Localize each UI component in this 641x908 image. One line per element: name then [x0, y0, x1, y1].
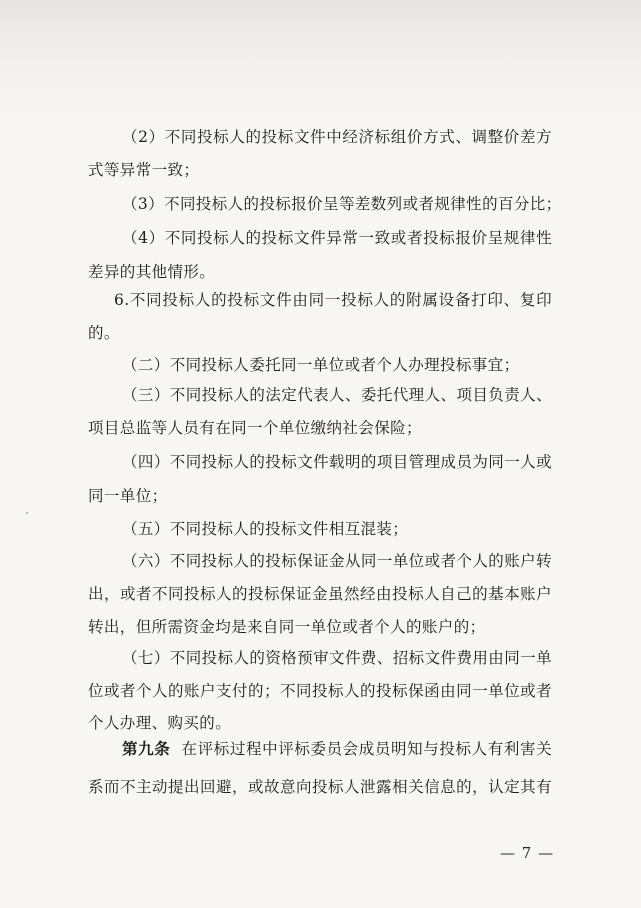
text-line-san-line1: （三）不同投标人的法定代表人、委托代理人、项目负责人、: [122, 386, 552, 404]
scan-speck: [26, 512, 28, 514]
text-line-p4-line2: 差异的其他情形。: [88, 263, 216, 281]
text-line-er-line1: （二）不同投标人委托同一单位或者个人办理投标事宜；: [122, 356, 520, 374]
article-9-line-2: 系而不主动提出回避，或故意向投标人泄露相关信息的，认定其有: [88, 778, 552, 796]
article-9-heading: 第九条: [122, 739, 171, 758]
text-line-si-line1: （四）不同投标人的投标文件载明的项目管理成员为同一人或: [122, 453, 552, 471]
text-line-qi-line3: 个人办理、购买的。: [88, 714, 232, 732]
page-number: — 7 —: [500, 844, 555, 862]
text-line-p2-line1: （2）不同投标人的投标文件中经济标组价方式、调整价差方: [122, 128, 552, 146]
text-line-p3-line1: （3）不同投标人的投标报价呈等差数列或者规律性的百分比；: [122, 195, 562, 213]
text-line-qi-line2: 位或者个人的账户支付的；不同投标人的投标保函由同一单位或者: [88, 682, 552, 700]
text-line-liu-line3: 转出，但所需资金均是来自同一单位或者个人的账户的；: [88, 618, 486, 636]
text-line-san-line2: 项目总监等人员有在同一个单位缴纳社会保险；: [88, 419, 422, 437]
article-9-text: 在评标过程中评标委员会成员明知与投标人有利害关: [181, 740, 553, 758]
text-line-wu-line1: （五）不同投标人的投标文件相互混装；: [122, 520, 409, 538]
text-line-p6-line2: 的。: [88, 324, 120, 342]
text-line-liu-line1: （六）不同投标人的投标保证金从同一单位或者个人的账户转: [122, 552, 552, 570]
article-9-line-1: [122, 739, 552, 759]
text-line-qi-line1: （七）不同投标人的资格预审文件费、招标文件费用由同一单: [122, 649, 552, 667]
text-line-p6-line1: 6.不同投标人的投标文件由同一投标人的附属设备打印、复印: [114, 291, 552, 309]
text-line-liu-line2: 出，或者不同投标人的投标保证金虽然经由投标人自己的基本账户: [88, 585, 552, 603]
text-line-p2-line2: 式等异常一致；: [88, 161, 200, 179]
text-line-p4-line1: （4）不同投标人的投标文件异常一致或者投标报价呈规律性: [122, 229, 552, 247]
text-line-si-line2: 同一单位；: [88, 487, 168, 505]
